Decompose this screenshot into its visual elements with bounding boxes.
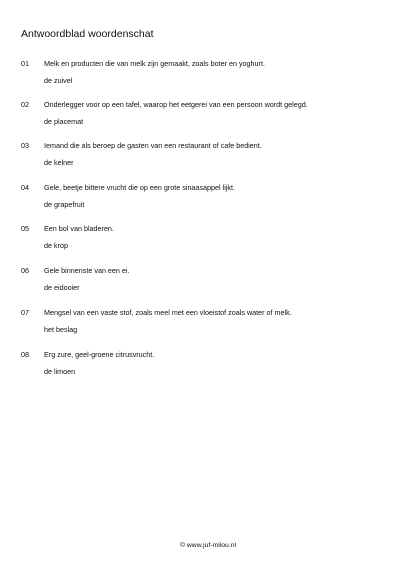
page-title: Antwoordblad woordenschat xyxy=(21,28,154,40)
item-number: 05 xyxy=(21,224,29,233)
item-number: 02 xyxy=(21,100,29,109)
item-clue: Erg zure, geel-groene citrusvrucht. xyxy=(44,350,155,359)
item-answer: het beslag xyxy=(44,325,78,334)
item-clue: Gele, beetje bittere vrucht die op een grote sinaasappel lijkt. xyxy=(44,183,235,192)
footer-copyright: © www.juf-milou.nl xyxy=(180,542,236,549)
item-answer: de zuivel xyxy=(44,76,73,85)
item-clue: Melk en producten die van melk zijn gemaakt, zoals boter en yoghurt. xyxy=(44,59,265,68)
item-answer: de placemat xyxy=(44,117,84,126)
item-clue: Gele binnenste van een ei. xyxy=(44,266,130,275)
item-answer: de krop xyxy=(44,241,68,250)
item-clue: Onderlegger voor op een tafel, waarop het eetgerei van een persoon wordt gelegd. xyxy=(44,100,308,109)
item-number: 07 xyxy=(21,308,29,317)
item-answer: de grapefruit xyxy=(44,200,85,209)
item-number: 01 xyxy=(21,59,29,68)
item-clue: Een bol van bladeren. xyxy=(44,224,114,233)
item-answer: de kelner xyxy=(44,158,74,167)
item-number: 03 xyxy=(21,141,29,150)
item-answer: de limoen xyxy=(44,367,76,376)
item-clue: Iemand die als beroep de gasten van een restaurant of cafe bedient. xyxy=(44,141,262,150)
item-number: 04 xyxy=(21,183,29,192)
item-number: 08 xyxy=(21,350,29,359)
item-clue: Mengsel van een vaste stof, zoals meel met een vloeistof zoals water of melk. xyxy=(44,308,292,317)
item-answer: de eidooier xyxy=(44,283,80,292)
item-number: 06 xyxy=(21,266,29,275)
